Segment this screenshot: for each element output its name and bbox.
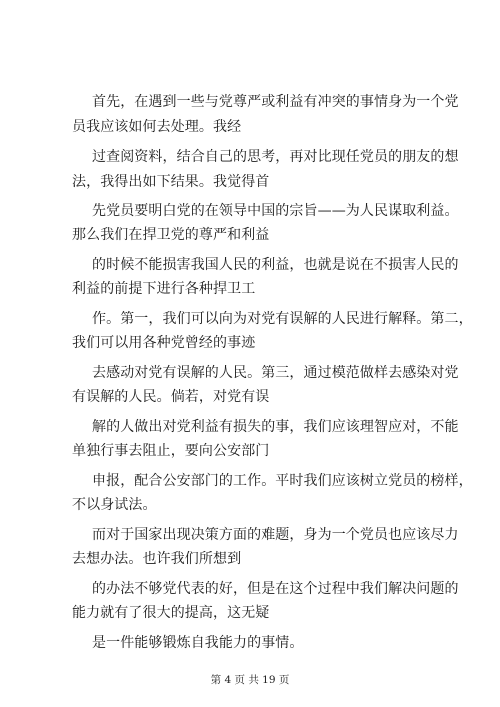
text-line-4: 法，我得出如下结果。我觉得首 <box>72 174 270 190</box>
text-line-18: 去想办法。也许我们所想到 <box>72 551 242 567</box>
text-line-20: 能力就有了很大的提高，这无疑 <box>72 605 270 621</box>
text-line-11: 去感动对党有误解的人民。第三，通过模范做样去感染对党 <box>92 365 459 381</box>
text-line-13: 解的人做出对党利益有损失的事，我们应该理智应对，不能 <box>92 419 459 435</box>
text-line-21: 是一件能够锻炼自我能力的事情。 <box>92 635 304 651</box>
text-line-3: 过查阅资料，结合自己的思考，再对比现任党员的朋友的想 <box>92 149 459 165</box>
text-line-16: 不以身试法。 <box>72 497 157 513</box>
page-number-footer: 第 4 页 共 19 页 <box>210 674 290 686</box>
text-line-17: 而对于国家出现决策方面的难题，身为一个党员也应该尽力 <box>92 527 459 543</box>
text-line-12: 有误解的人民。倘若，对党有误 <box>72 389 270 405</box>
text-line-10: 我们可以用各种党曾经的事迹 <box>72 335 256 351</box>
text-line-14: 单独行事去阻止，要向公安部门 <box>72 443 270 459</box>
text-line-9: 作。第一，我们可以向为对党有误解的人民进行解释。第二， <box>92 311 473 327</box>
text-line-7: 的时候不能损害我国人民的利益，也就是说在不损害人民的 <box>92 257 459 273</box>
text-line-15: 申报，配合公安部门的工作。平时我们应该树立党员的榜样， <box>92 473 473 489</box>
text-line-6: 那么我们在捍卫党的尊严和利益 <box>72 227 270 243</box>
text-line-1: 首先，在遇到一些与党尊严或利益有冲突的事情身为一个党 <box>92 94 459 110</box>
text-line-19: 的办法不够党代表的好，但是在这个过程中我们解决问题的 <box>92 581 459 597</box>
text-line-2: 员我应该如何去处理。我经 <box>72 119 242 135</box>
text-line-8: 利益的前提下进行各种捍卫工 <box>72 281 256 297</box>
text-line-5: 先党员要明白党的在领导中国的宗旨——为人民谋取利益。 <box>92 203 459 219</box>
